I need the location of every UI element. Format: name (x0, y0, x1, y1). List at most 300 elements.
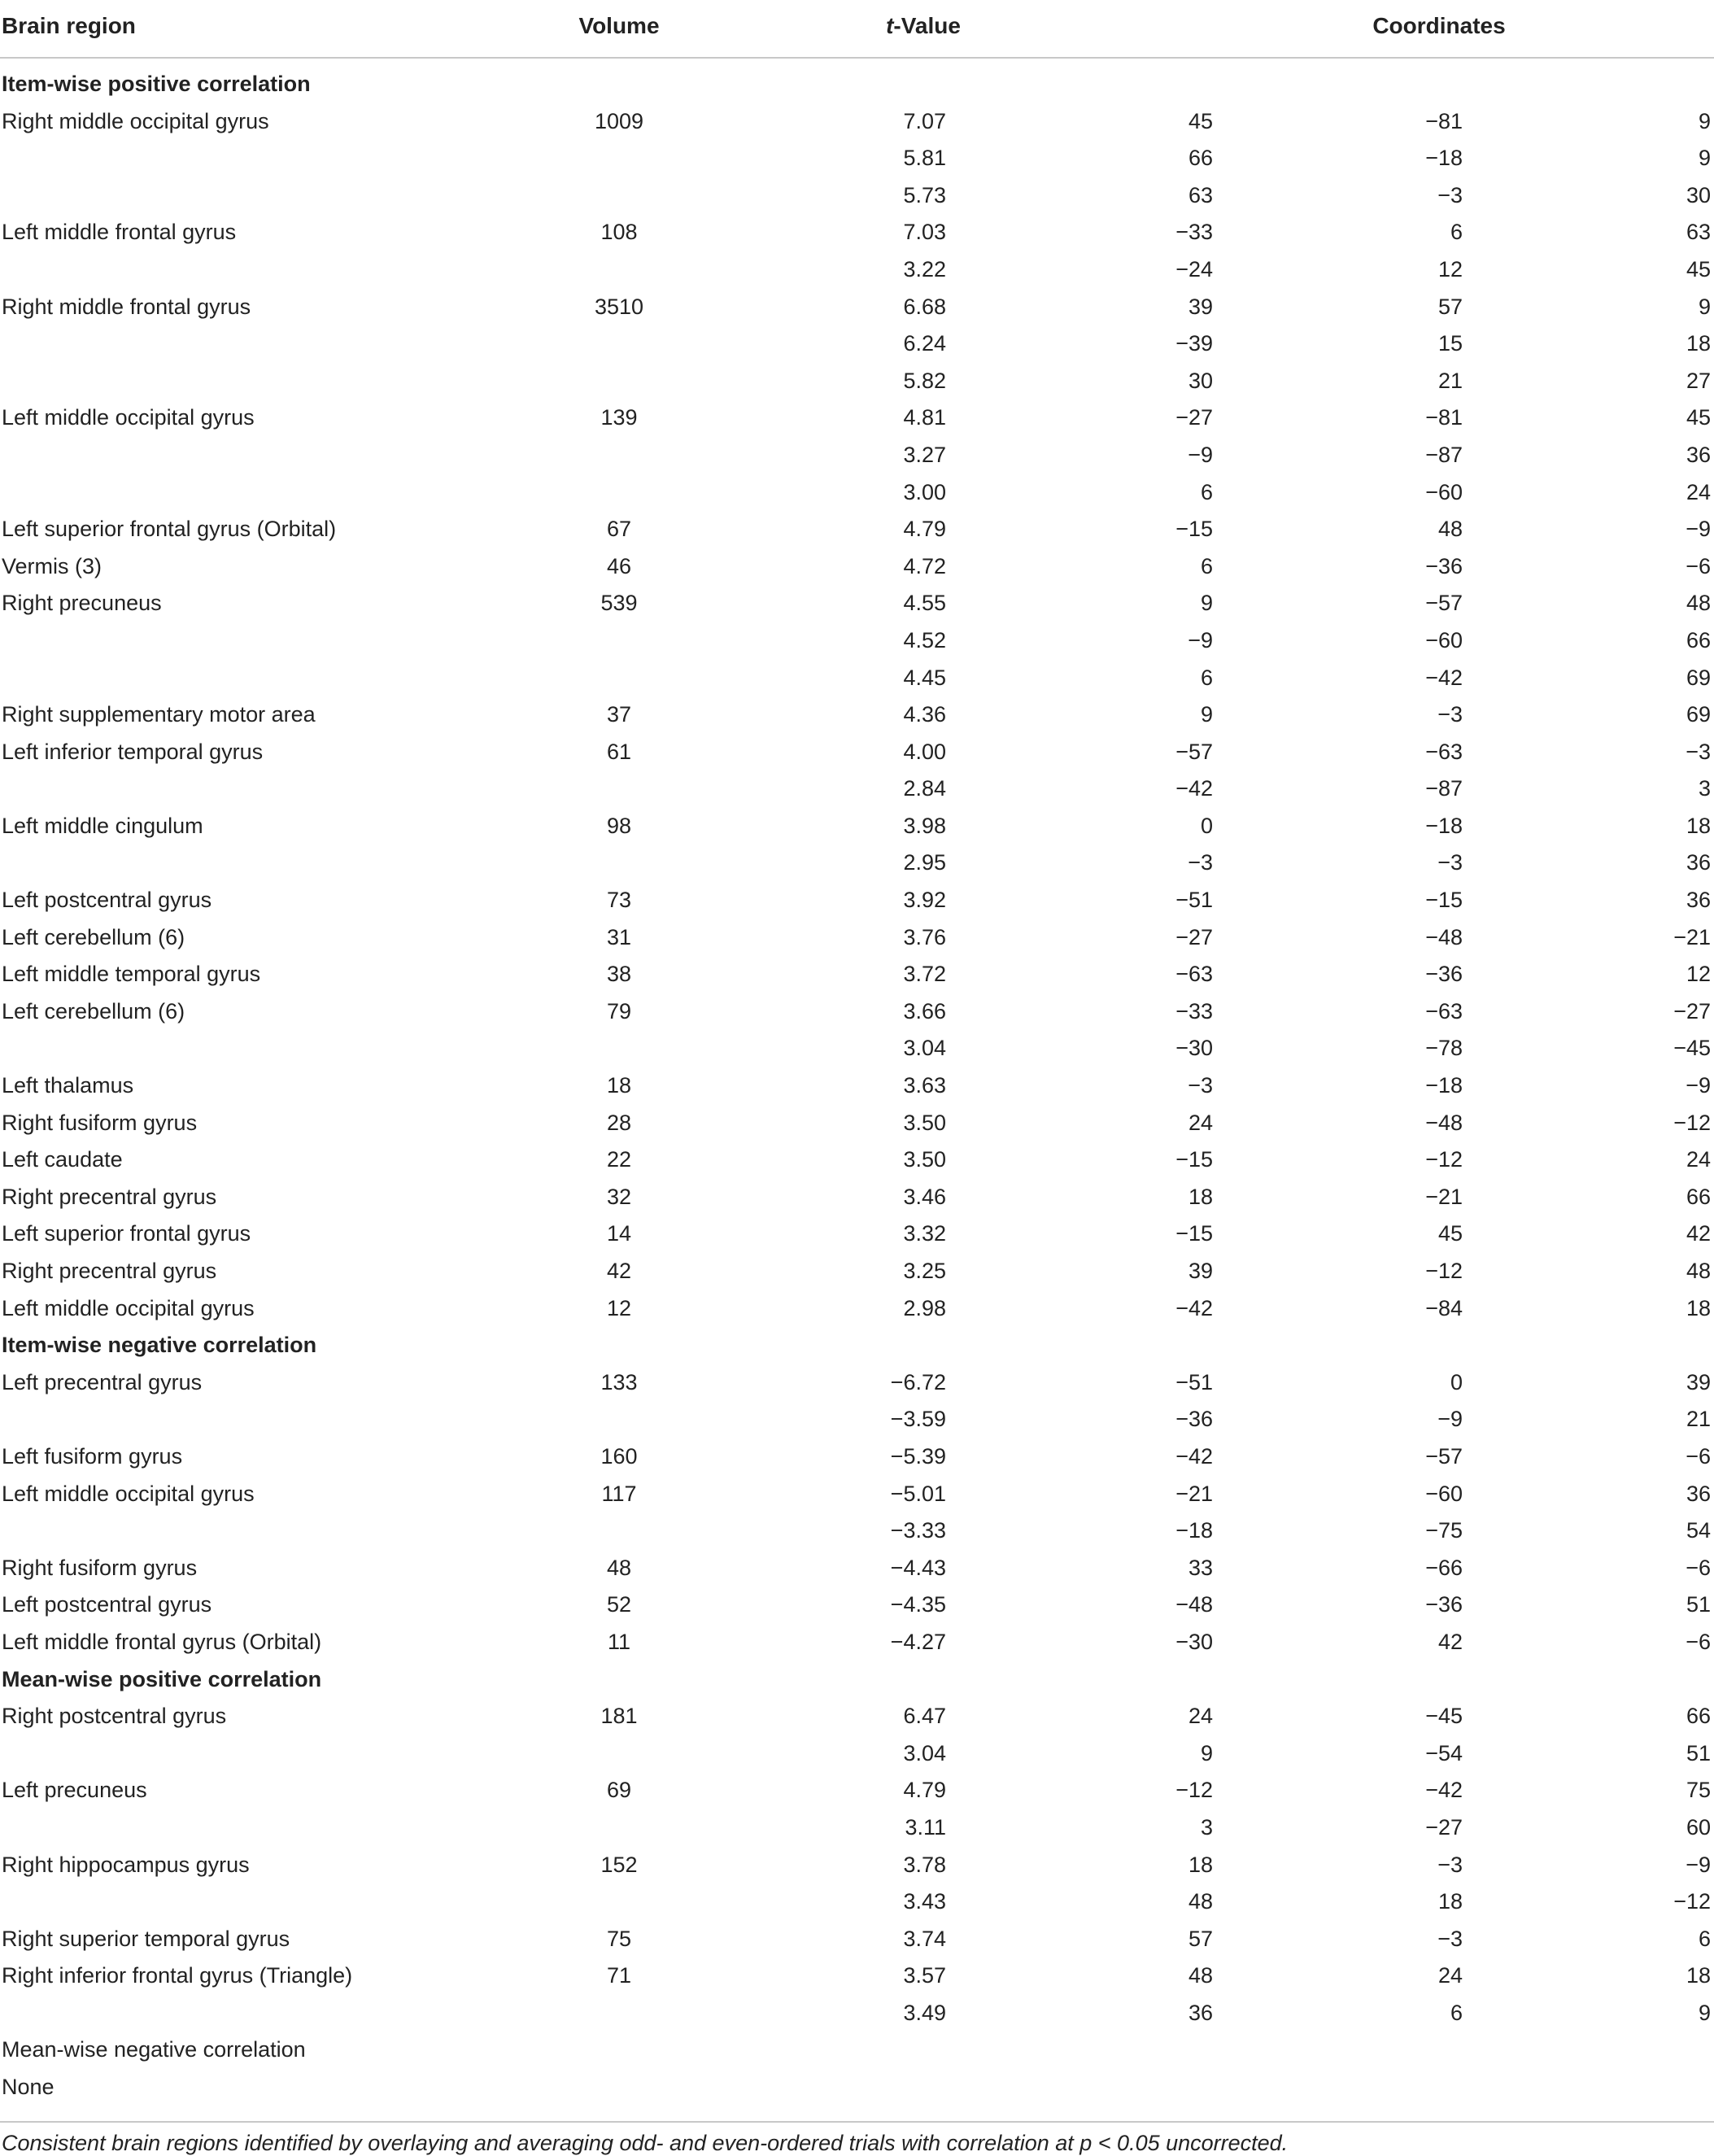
cell-coord-y: 15 (1437, 331, 1463, 356)
cell-brain-region: Right fusiform gyrus (2, 1110, 198, 1135)
cell-coord-x: −15 (1175, 1221, 1213, 1246)
table-row (0, 993, 1714, 1030)
cell-coord-y: 0 (1450, 1369, 1463, 1394)
cell-coord-z: 54 (1686, 1518, 1711, 1543)
cell-brain-region: Right hippocampus gyrus (2, 1852, 250, 1877)
section-header-row (0, 1326, 1714, 1364)
cell-coord-x: −18 (1175, 1518, 1213, 1543)
cell-coord-y: −12 (1425, 1259, 1463, 1283)
cell-volume: 28 (606, 1110, 632, 1135)
cell-coord-x: 6 (1200, 479, 1213, 504)
cell-brain-region: Left cerebellum (6) (2, 998, 185, 1023)
cell-coord-z: 18 (1686, 1295, 1711, 1320)
cell-t-value: 3.25 (903, 1259, 946, 1283)
cell-coord-x: 48 (1188, 1889, 1213, 1914)
cell-volume: 181 (600, 1704, 638, 1729)
cell-coord-y: −81 (1425, 405, 1463, 430)
cell-t-value: 3.32 (903, 1221, 946, 1246)
cell-volume: 139 (600, 405, 638, 430)
table-row (0, 696, 1714, 733)
cell-coord-y: −84 (1425, 1295, 1463, 1320)
cell-coord-y: 24 (1437, 1963, 1463, 1988)
cell-coord-x: 66 (1188, 146, 1213, 171)
cell-brain-region: Right supplementary motor area (2, 702, 316, 727)
cell-coord-x: −51 (1175, 1369, 1213, 1394)
cell-coord-z: 36 (1686, 1481, 1711, 1506)
cell-volume: 73 (606, 888, 632, 913)
cell-volume: 52 (606, 1592, 632, 1617)
cell-volume: 108 (600, 220, 638, 245)
table-row (0, 1994, 1714, 2032)
header-coordinates: Coordinates (1372, 13, 1506, 38)
cell-t-value: −3.59 (890, 1407, 946, 1432)
cell-t-value: 3.04 (903, 1036, 946, 1061)
cell-coord-z: −9 (1686, 1073, 1711, 1098)
cell-coord-z: 66 (1686, 627, 1711, 652)
table-row (0, 1438, 1714, 1475)
cell-coord-x: 9 (1200, 591, 1213, 616)
table-row (0, 584, 1714, 622)
cell-coord-x: −33 (1175, 998, 1213, 1023)
cell-t-value: 4.52 (903, 627, 946, 652)
cell-volume: 152 (600, 1852, 638, 1877)
cell-coord-y: −48 (1425, 924, 1463, 949)
table-row (0, 733, 1714, 770)
cell-coord-z: −45 (1673, 1036, 1711, 1061)
cell-coord-y: −36 (1425, 962, 1463, 987)
cell-t-value: −3.33 (890, 1518, 946, 1543)
table-row (0, 1475, 1714, 1512)
table-row (0, 1252, 1714, 1290)
cell-coord-z: −12 (1673, 1889, 1711, 1914)
cell-coord-x: 3 (1200, 1814, 1213, 1840)
cell-t-value: 4.36 (903, 702, 946, 727)
cell-coord-x: 18 (1188, 1184, 1213, 1209)
cell-volume: 42 (606, 1259, 632, 1283)
cell-coord-x: 39 (1188, 294, 1213, 319)
cell-coord-y: −15 (1425, 888, 1463, 913)
cell-volume: 31 (606, 924, 632, 949)
cell-volume: 67 (606, 517, 632, 542)
footnote-text: Consistent brain regions identified by overlaying and averaging odd- and even-ordered trials with correlation at p < 0.05 uncorrected. (2, 2131, 1289, 2155)
cell-coord-x: −39 (1175, 331, 1213, 356)
cell-volume: 75 (606, 1926, 632, 1951)
cell-coord-z: −6 (1686, 1555, 1711, 1580)
table-row (0, 1400, 1714, 1438)
cell-t-value: 3.98 (903, 813, 946, 838)
table-row (0, 955, 1714, 993)
cell-coord-y: −87 (1425, 776, 1463, 801)
cell-t-value: 4.81 (903, 405, 946, 430)
table-row (0, 1215, 1714, 1252)
table-row (0, 1104, 1714, 1141)
cell-volume: 61 (606, 739, 632, 764)
cell-volume: 46 (606, 553, 632, 578)
header-volume: Volume (578, 13, 660, 38)
table-row (0, 1735, 1714, 1772)
table-row (0, 288, 1714, 325)
cell-volume: 133 (600, 1369, 638, 1394)
table-row (0, 2068, 1714, 2106)
cell-coord-x: −30 (1175, 1036, 1213, 1061)
cell-coord-x: 57 (1188, 1926, 1213, 1951)
cell-volume: 48 (606, 1555, 632, 1580)
cell-coord-x: −57 (1175, 739, 1213, 764)
cell-coord-x: −15 (1175, 517, 1213, 542)
cell-coord-x: −27 (1175, 405, 1213, 430)
cell-coord-y: −60 (1425, 1481, 1463, 1506)
cell-coord-x: −12 (1175, 1778, 1213, 1803)
cell-coord-y: 18 (1437, 1889, 1463, 1914)
cell-brain-region: Left thalamus (2, 1073, 134, 1098)
cell-volume: 14 (606, 1221, 632, 1246)
header-brain-region: Brain region (2, 13, 136, 38)
cell-t-value: 3.50 (903, 1147, 946, 1172)
cell-coord-y: −75 (1425, 1518, 1463, 1543)
cell-brain-region: Left postcentral gyrus (2, 1592, 212, 1617)
cell-coord-z: 48 (1686, 591, 1711, 616)
table-row (0, 139, 1714, 177)
cell-coord-z: 66 (1686, 1184, 1711, 1209)
cell-coord-z: −21 (1673, 924, 1711, 949)
cell-coord-x: 33 (1188, 1555, 1213, 1580)
cell-coord-y: −57 (1425, 1443, 1463, 1469)
cell-volume: 160 (600, 1443, 638, 1469)
cell-coord-x: −9 (1188, 627, 1213, 652)
cell-coord-z: 36 (1686, 442, 1711, 467)
cell-coord-z: 42 (1686, 1221, 1711, 1246)
cell-coord-z: 66 (1686, 1704, 1711, 1729)
cell-coord-y: −48 (1425, 1110, 1463, 1135)
table-row (0, 548, 1714, 585)
cell-t-value: 2.98 (903, 1295, 946, 1320)
table-row (0, 659, 1714, 696)
cell-brain-region: Right postcentral gyrus (2, 1704, 227, 1729)
cell-coord-x: 24 (1188, 1110, 1213, 1135)
table-row (0, 399, 1714, 436)
cell-brain-region: Right middle occipital gyrus (2, 108, 269, 133)
cell-coord-z: −6 (1686, 1629, 1711, 1654)
cell-t-value: 2.84 (903, 776, 946, 801)
cell-coord-y: −12 (1425, 1147, 1463, 1172)
cell-coord-z: −3 (1686, 739, 1711, 764)
cell-volume: 1009 (594, 108, 644, 133)
table-row (0, 770, 1714, 807)
cell-coord-z: −9 (1686, 517, 1711, 542)
cell-coord-z: 45 (1686, 405, 1711, 430)
cell-coord-z: 24 (1686, 479, 1711, 504)
header-t-italic: t (886, 13, 894, 38)
cell-coord-y: −3 (1437, 702, 1463, 727)
cell-coord-x: −3 (1188, 850, 1213, 875)
table-row (0, 881, 1714, 919)
cell-brain-region: Left middle occipital gyrus (2, 1481, 255, 1506)
cell-coord-z: 24 (1686, 1147, 1711, 1172)
table-row (0, 1586, 1714, 1623)
cell-coord-z: −9 (1686, 1852, 1711, 1877)
cell-coord-y: 21 (1437, 368, 1463, 393)
cell-brain-region: Left caudate (2, 1147, 123, 1172)
cell-coord-z: 69 (1686, 702, 1711, 727)
cell-t-value: 3.76 (903, 924, 946, 949)
cell-volume: 71 (606, 1963, 632, 1988)
cell-coord-y: −60 (1425, 627, 1463, 652)
cell-brain-region: Left middle temporal gyrus (2, 962, 261, 987)
cell-coord-y: −42 (1425, 665, 1463, 690)
table-row (0, 919, 1714, 956)
cell-brain-region: None (2, 2075, 55, 2100)
cell-coord-z: 36 (1686, 888, 1711, 913)
cell-volume: 98 (606, 813, 632, 838)
section-title: Mean-wise positive correlation (2, 1666, 322, 1691)
cell-t-value: 3.43 (903, 1889, 946, 1914)
cell-brain-region: Left inferior temporal gyrus (2, 739, 264, 764)
cell-coord-x: −27 (1175, 924, 1213, 949)
cell-coord-z: 3 (1698, 776, 1711, 801)
cell-t-value: 3.92 (903, 888, 946, 913)
cell-brain-region: Left middle frontal gyrus (Orbital) (2, 1629, 322, 1654)
cell-coord-y: 6 (1450, 220, 1463, 245)
cell-t-value: 3.22 (903, 256, 946, 282)
cell-coord-z: 48 (1686, 1259, 1711, 1283)
cell-volume: 18 (606, 1073, 632, 1098)
cell-coord-y: −3 (1437, 1926, 1463, 1951)
cell-t-value: −6.72 (890, 1369, 946, 1394)
cell-coord-z: 6 (1698, 1926, 1711, 1951)
cell-coord-x: 30 (1188, 368, 1213, 393)
cell-brain-region: Left middle occipital gyrus (2, 1295, 255, 1320)
cell-coord-y: −60 (1425, 479, 1463, 504)
table-row (0, 1029, 1714, 1067)
cell-coord-z: 9 (1698, 146, 1711, 171)
cell-brain-region: Right precentral gyrus (2, 1259, 217, 1283)
cell-t-value: 3.63 (903, 1073, 946, 1098)
cell-coord-x: 6 (1200, 665, 1213, 690)
cell-t-value: −5.39 (890, 1443, 946, 1469)
cell-brain-region: Right fusiform gyrus (2, 1555, 198, 1580)
table-row (0, 844, 1714, 881)
section-title: Item-wise positive correlation (2, 72, 311, 96)
cell-coord-x: 48 (1188, 1963, 1213, 1988)
cell-volume: 3510 (594, 294, 644, 319)
cell-volume: 37 (606, 702, 632, 727)
cell-coord-z: 9 (1698, 294, 1711, 319)
cell-brain-region: Left cerebellum (6) (2, 924, 185, 949)
section-header-row (0, 65, 1714, 103)
table-row (0, 474, 1714, 511)
table-row (0, 1141, 1714, 1178)
table-header (0, 0, 1714, 59)
table-row (0, 177, 1714, 214)
cell-coord-y: 42 (1437, 1629, 1463, 1654)
cell-brain-region: Right middle frontal gyrus (2, 294, 251, 319)
cell-brain-region: Left fusiform gyrus (2, 1443, 183, 1469)
cell-coord-z: −27 (1673, 998, 1711, 1023)
cell-t-value: 2.95 (903, 850, 946, 875)
cell-coord-y: −57 (1425, 591, 1463, 616)
cell-coord-y: −63 (1425, 739, 1463, 764)
cell-brain-region: Right precentral gyrus (2, 1184, 217, 1209)
cell-brain-region: Mean-wise negative correlation (2, 2037, 306, 2062)
cell-coord-y: 12 (1437, 256, 1463, 282)
cell-t-value: 3.00 (903, 479, 946, 504)
cell-volume: 69 (606, 1778, 632, 1803)
cell-t-value: 6.68 (903, 294, 946, 319)
cell-coord-z: 63 (1686, 220, 1711, 245)
cell-t-value: 3.27 (903, 442, 946, 467)
section-header-row (0, 1661, 1714, 1698)
table-row (0, 103, 1714, 140)
cell-coord-x: −9 (1188, 442, 1213, 467)
cell-coord-y: −3 (1437, 1852, 1463, 1877)
cell-coord-x: −24 (1175, 256, 1213, 282)
cell-coord-z: 12 (1686, 962, 1711, 987)
cell-coord-x: −33 (1175, 220, 1213, 245)
table-row (0, 1883, 1714, 1920)
cell-coord-y: −87 (1425, 442, 1463, 467)
cell-coord-y: 48 (1437, 517, 1463, 542)
cell-coord-y: −78 (1425, 1036, 1463, 1061)
cell-coord-y: −54 (1425, 1740, 1463, 1765)
table-row (0, 622, 1714, 659)
cell-coord-z: 51 (1686, 1740, 1711, 1765)
cell-t-value: 7.07 (903, 108, 946, 133)
table-body (0, 65, 1714, 2106)
table-row (0, 1178, 1714, 1215)
table-row (0, 1512, 1714, 1549)
cell-coord-y: −36 (1425, 1592, 1463, 1617)
cell-coord-y: −27 (1425, 1814, 1463, 1840)
cell-coord-z: −12 (1673, 1110, 1711, 1135)
header-t-value (886, 13, 961, 39)
section-title: Item-wise negative correlation (2, 1333, 317, 1358)
cell-t-value: 4.00 (903, 739, 946, 764)
cell-coord-x: −30 (1175, 1629, 1213, 1654)
cell-volume: 117 (601, 1481, 637, 1506)
cell-brain-region: Right inferior frontal gyrus (Triangle) (2, 1963, 353, 1988)
table-row (0, 362, 1714, 399)
cell-coord-z: 21 (1686, 1407, 1711, 1432)
cell-coord-x: 45 (1188, 108, 1213, 133)
cell-t-value: 3.66 (903, 998, 946, 1023)
cell-t-value: 3.74 (903, 1926, 946, 1951)
cell-coord-y: −18 (1425, 146, 1463, 171)
cell-t-value: 3.57 (903, 1963, 946, 1988)
table-row (0, 1920, 1714, 1957)
cell-t-value: 4.45 (903, 665, 946, 690)
cell-t-value: −4.43 (890, 1555, 946, 1580)
table-row (0, 2031, 1714, 2068)
cell-coord-x: 39 (1188, 1259, 1213, 1283)
cell-volume: 11 (607, 1629, 631, 1654)
cell-coord-z: 27 (1686, 368, 1711, 393)
cell-coord-x: 24 (1188, 1704, 1213, 1729)
table-row (0, 251, 1714, 288)
cell-coord-x: −42 (1175, 776, 1213, 801)
cell-t-value: 5.81 (903, 146, 946, 171)
cell-coord-z: 18 (1686, 331, 1711, 356)
table-footnote (0, 2121, 1714, 2155)
cell-brain-region: Vermis (3) (2, 553, 102, 578)
cell-coord-x: 9 (1200, 1740, 1213, 1765)
cell-coord-y: −36 (1425, 553, 1463, 578)
cell-coord-y: −3 (1437, 182, 1463, 207)
cell-coord-z: −6 (1686, 1443, 1711, 1469)
cell-coord-x: −36 (1175, 1407, 1213, 1432)
cell-coord-z: 60 (1686, 1814, 1711, 1840)
cell-t-value: 4.79 (903, 1778, 946, 1803)
cell-volume: 22 (606, 1147, 632, 1172)
cell-t-value: 3.11 (905, 1814, 946, 1840)
cell-t-value: 4.79 (903, 517, 946, 542)
cell-t-value: 3.49 (903, 2000, 946, 2025)
cell-coord-y: −18 (1425, 1073, 1463, 1098)
cell-brain-region: Left middle frontal gyrus (2, 220, 237, 245)
cell-brain-region: Left precuneus (2, 1778, 147, 1803)
cell-coord-x: −51 (1175, 888, 1213, 913)
cell-t-value: 6.24 (903, 331, 946, 356)
cell-coord-z: 75 (1686, 1778, 1711, 1803)
cell-coord-x: −3 (1188, 1073, 1213, 1098)
cell-coord-z: 9 (1698, 2000, 1711, 2025)
table-row (0, 1364, 1714, 1401)
cell-t-value: 3.50 (903, 1110, 946, 1135)
table-row (0, 1549, 1714, 1586)
cell-coord-x: 63 (1188, 182, 1213, 207)
cell-coord-y: −21 (1425, 1184, 1463, 1209)
cell-brain-region: Left superior frontal gyrus (2, 1221, 251, 1246)
table-row (0, 1067, 1714, 1104)
table-row (0, 436, 1714, 474)
table-row (0, 1623, 1714, 1661)
cell-t-value: 5.82 (903, 368, 946, 393)
table-row (0, 325, 1714, 362)
cell-volume: 79 (606, 998, 632, 1023)
cell-t-value: −4.35 (890, 1592, 946, 1617)
cell-coord-y: −18 (1425, 813, 1463, 838)
cell-coord-y: −45 (1425, 1704, 1463, 1729)
table-row (0, 1809, 1714, 1846)
cell-t-value: 7.03 (903, 220, 946, 245)
cell-brain-region: Left precentral gyrus (2, 1369, 203, 1394)
cell-coord-x: −42 (1175, 1443, 1213, 1469)
table-row (0, 213, 1714, 251)
cell-t-value: 3.78 (903, 1852, 946, 1877)
cell-t-value: −5.01 (890, 1481, 946, 1506)
cell-coord-x: −48 (1175, 1592, 1213, 1617)
cell-volume: 539 (600, 591, 638, 616)
cell-t-value: −4.27 (890, 1629, 946, 1654)
table-row (0, 1957, 1714, 1994)
table-row (0, 807, 1714, 845)
cell-volume: 12 (606, 1295, 632, 1320)
cell-coord-x: −42 (1175, 1295, 1213, 1320)
table-row (0, 510, 1714, 548)
cell-brain-region: Left middle cingulum (2, 813, 203, 838)
cell-coord-z: 69 (1686, 665, 1711, 690)
cell-coord-x: 9 (1200, 702, 1213, 727)
cell-coord-y: 45 (1437, 1221, 1463, 1246)
header-t-suffix: -Value (893, 13, 961, 38)
cell-coord-z: −6 (1686, 553, 1711, 578)
cell-t-value: 6.47 (903, 1704, 946, 1729)
table-row (0, 1697, 1714, 1735)
cell-coord-z: 45 (1686, 256, 1711, 282)
cell-coord-x: 6 (1200, 553, 1213, 578)
cell-coord-z: 9 (1698, 108, 1711, 133)
cell-t-value: 3.46 (903, 1184, 946, 1209)
cell-coord-z: 51 (1686, 1592, 1711, 1617)
